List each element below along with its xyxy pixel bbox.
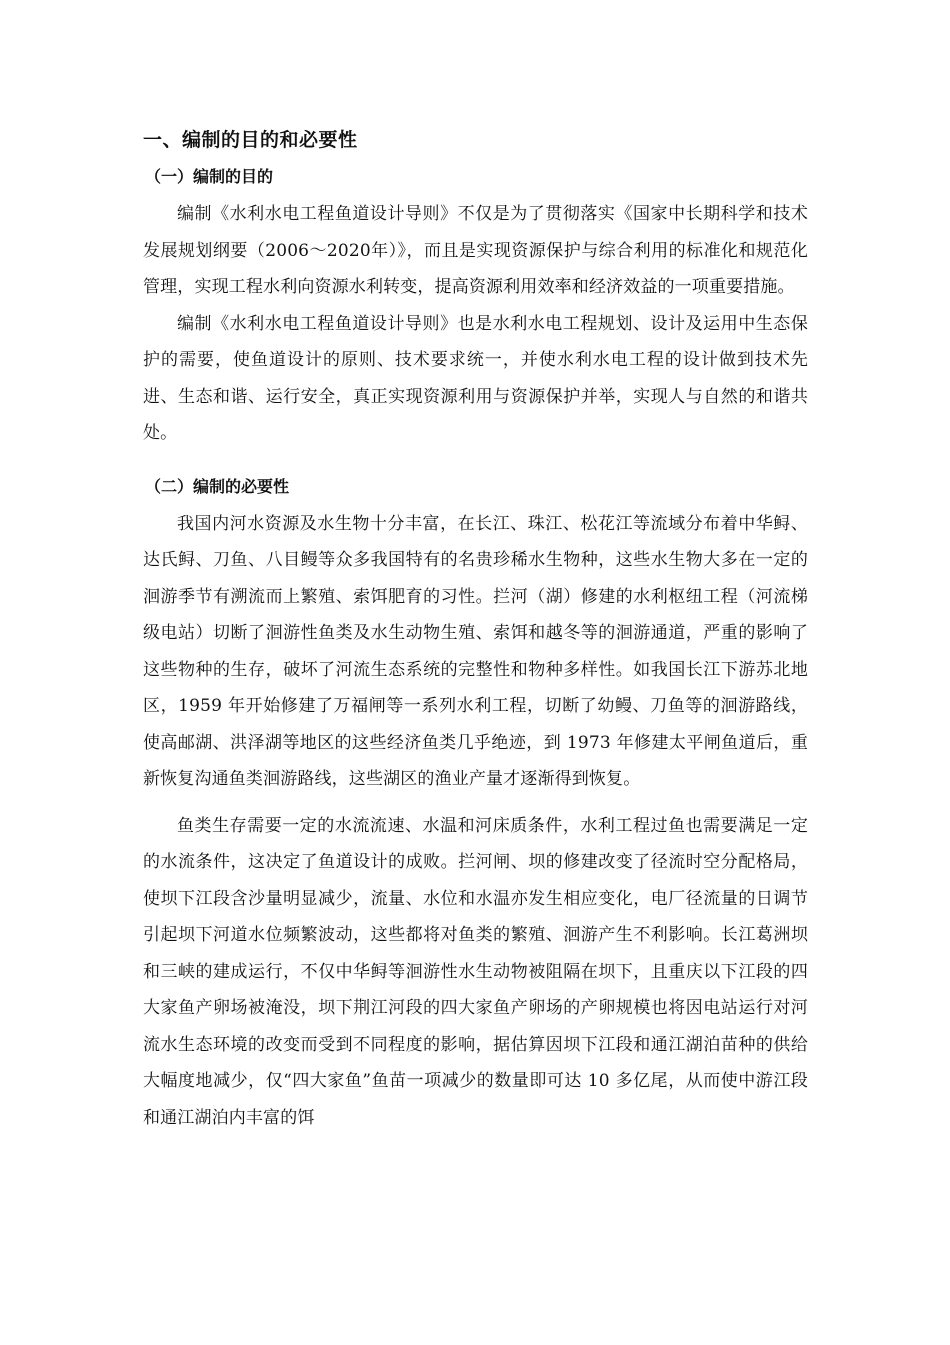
paragraph-gap [143, 798, 808, 808]
document-page [143, 124, 808, 1136]
paragraph-purpose-2: 编制《水利水电工程鱼道设计导则》也是水利水电工程规划、设计及运用中生态保护的需要，使鱼道设计的原则、技术要求统一，并使水利水电工程的设计做到技术先进、生态和谐、运行安全，真正实现资源利用与资源保护并举，实现人与自然的和谐共处。 [143, 313, 808, 443]
paragraph-purpose-1: 编制《水利水电工程鱼道设计导则》不仅是为了贯彻落实《国家中长期科学和技术发展规划纲要（2006～2020年）》，而且是实现资源保护与综合利用的标准化和规范化管理，实现工程水利向资源水利转变，提高资源利用效率和经济效益的一项重要措施。 [143, 204, 808, 297]
paragraph-necessity-1: 我国内河水资源及水生物十分丰富，在长江、珠江、松花江等流域分布着中华鲟、达氏鲟、刀鱼、八目鳗等众多我国特有的名贵珍稀水生物种，这些水生物大多在一定的洄游季节有溯流而上繁殖、索饵肥育的习性。拦河（湖）修建的水利枢纽工程（河流梯级电站）切断了洄游性鱼类及水生动物生殖、索饵和越冬等的洄游通道，严重的影响了这些物种的生存，破坏了河流生态系统的完整性和物种多样性。如我国长江下游苏北地区，1959 年开始修建了万福闸等一系列水利工程，切断了幼鳗、刀鱼等的洄游路线，使高邮湖、洪泽湖等地区的这些经济鱼类几乎绝迹，到 1973 年修建太平闸鱼道后，重新恢复沟通鱼类洄游路线，这些湖区的渔业产量才逐渐得到恢复。 [143, 513, 808, 789]
paragraph-necessity-2: 鱼类生存需要一定的水流流速、水温和河床质条件，水利工程过鱼也需要满足一定的水流条件，这决定了鱼道设计的成败。拦河闸、坝的修建改变了径流时空分配格局，使坝下江段含沙量明显减少，流量、水位和水温亦发生相应变化，电厂径流量的日调节引起坝下河道水位频繁波动，这些都将对鱼类的繁殖、洄游产生不利影响。长江葛洲坝和三峡的建成运行，不仅中华鲟等洄游性水生动物被阻隔在坝下，且重庆以下江段的四大家鱼产卵场被淹没，坝下荆江河段的四大家鱼产卵场的产卵规模也将因电站运行对河流水生态环境的改变而受到不同程度的影响，据估算因坝下江段和通江湖泊苗种的供给大幅度地减少，仅“四大家鱼”鱼苗一项减少的数量即可达 10 多亿尾，从而使中游江段和通江湖泊内丰富的饵 [143, 815, 808, 1128]
subsection-title-necessity: （二）编制的必要性 [145, 476, 290, 496]
subsection-title-purpose: （一）编制的目的 [145, 167, 274, 186]
section-title: 一、编制的目的和必要性 [143, 129, 358, 151]
